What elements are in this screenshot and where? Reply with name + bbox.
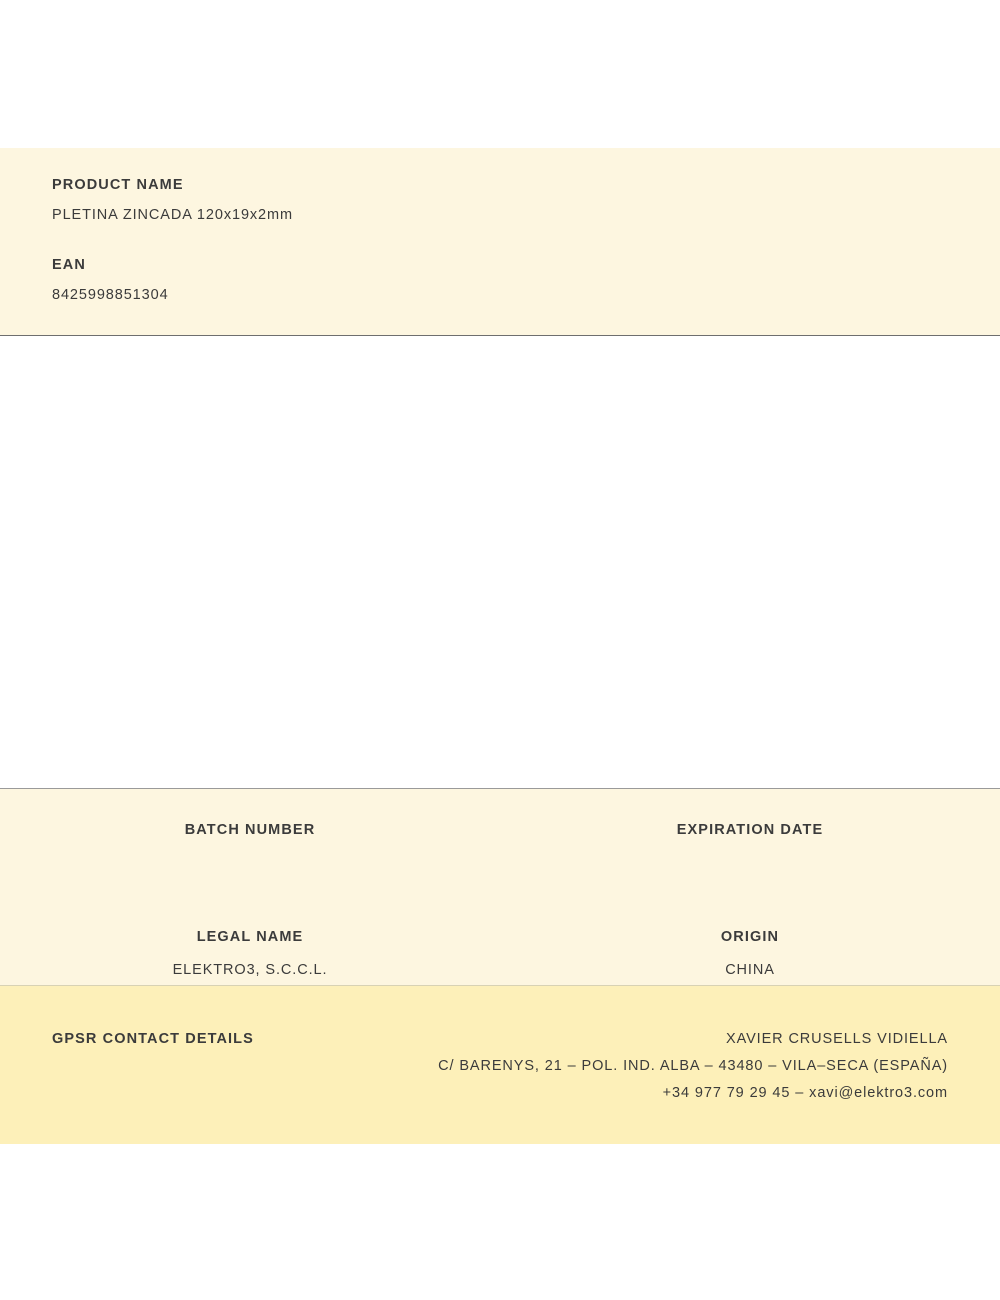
product-name-value: PLETINA ZINCADA 120x19x2mm bbox=[52, 207, 293, 223]
expiration-date-cell bbox=[500, 822, 1000, 872]
batch-number-label: BATCH NUMBER bbox=[184, 822, 316, 838]
origin-label: ORIGIN bbox=[720, 929, 780, 945]
field-spacer bbox=[52, 223, 948, 257]
product-info-inner bbox=[0, 149, 1000, 303]
gpsr-contact-phone-email: +34 977 79 29 45 – xavi@elektro3.com bbox=[662, 1085, 948, 1101]
legal-name-label: LEGAL NAME bbox=[196, 929, 304, 945]
metadata-block bbox=[0, 788, 1000, 986]
gpsr-contact-block bbox=[0, 986, 1000, 1144]
blank-content-area bbox=[0, 336, 1000, 788]
gpsr-contact-lines bbox=[438, 1031, 948, 1101]
ean-label: EAN bbox=[52, 257, 86, 273]
batch-number-cell bbox=[0, 822, 500, 872]
gpsr-contact-address: C/ BARENYS, 21 – POL. IND. ALBA – 43480 – VILA–SECA (ESPAÑA) bbox=[438, 1058, 948, 1074]
expiration-date-label: EXPIRATION DATE bbox=[676, 822, 824, 838]
ean-value: 8425998851304 bbox=[52, 287, 169, 303]
gpsr-contact-title: GPSR CONTACT DETAILS bbox=[52, 1031, 254, 1047]
origin-cell bbox=[500, 929, 1000, 979]
metadata-row-legal bbox=[0, 872, 1000, 979]
gpsr-contact-name: XAVIER CRUSELLS VIDIELLA bbox=[726, 1031, 948, 1047]
batch-number-value bbox=[0, 855, 500, 872]
origin-value: CHINA bbox=[725, 962, 775, 978]
product-info-block bbox=[0, 148, 1000, 336]
legal-name-value: ELEKTRO3, S.C.C.L. bbox=[172, 962, 328, 978]
product-name-label: PRODUCT NAME bbox=[52, 177, 184, 193]
metadata-row-batch bbox=[0, 789, 1000, 872]
expiration-date-value bbox=[500, 855, 1000, 872]
legal-name-cell bbox=[0, 929, 500, 979]
bottom-blank-area bbox=[0, 1144, 1000, 1300]
